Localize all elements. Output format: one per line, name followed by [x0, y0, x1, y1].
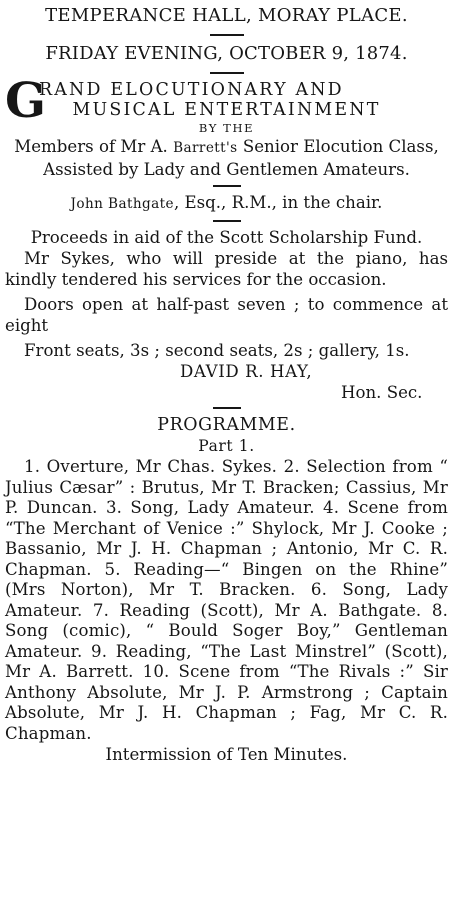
- headline-dropcap: G: [5, 73, 46, 129]
- piano-notice: Mr Sykes, who will preside at the piano, has kindly tendered his services for the occasion.: [5, 249, 448, 289]
- performers-suffix: Senior Elocution Class,: [237, 137, 439, 156]
- secretary-name: DAVID R. HAY,: [180, 362, 313, 381]
- chair-name: John Bathgate: [70, 196, 174, 212]
- intermission-line: Intermission of Ten Minutes.: [105, 745, 348, 764]
- doors-notice: Doors open at half-past seven ; to commence at eight: [5, 295, 448, 335]
- proceeds-line: Proceeds in aid of the Scott Scholarship Fund.: [30, 228, 423, 247]
- divider-rule: [213, 407, 241, 409]
- divider-rule: [210, 34, 244, 36]
- venue-heading: TEMPERANCE HALL, MORAY PLACE.: [45, 5, 408, 26]
- seat-prices: Front seats, 3s ; second seats, 2s ; gallery, 1s.: [24, 341, 410, 360]
- performers-name: Barrett's: [173, 140, 238, 156]
- chair-line: [5, 192, 448, 215]
- byline: BY THE: [198, 121, 255, 135]
- chair-rest: , Esq., R.M., in the chair.: [173, 193, 383, 212]
- programme-items: 1. Overture, Mr Chas. Sykes. 2. Selection from “ Julius Cæsar” : Brutus, Mr T. Bracken; Cassius, Mr P. Duncan. 3. Song, Lady Amateur. 4. Scene from “The Merchant of Venice :” Shylock, Mr J. Cooke ; Bassanio, Mr J. H. Chapman ; Antonio, Mr C. R. Chapman. 5. Reading—“ Bingen on the Rhine” (Mrs Norton), Mr T. Bracken. 6. Song, Lady Amateur. 7. Reading (Scott), Mr A. Bathgate. 8. Song (comic), “ Bould Soger Boy,” Gentleman Amateur. 9. Reading, “The Last Minstrel” (Scott), Mr A. Barrett. 10. Scene from “The Rivals :” Sir Anthony Absolute, Mr J. P. Armstrong ; Captain Absolute, Mr J. H. Chapman ; Fag, Mr C. R. Chapman.: [5, 457, 448, 743]
- divider-rule: [213, 220, 241, 222]
- event-date: FRIDAY EVENING, OCTOBER 9, 1874.: [45, 43, 408, 64]
- headline-line-2: MUSICAL ENTERTAINMENT: [72, 100, 381, 120]
- divider-rule: [210, 72, 244, 74]
- secretary-title: Hon. Sec.: [341, 383, 423, 402]
- headline-line-1: RAND ELOCUTIONARY AND: [39, 80, 344, 100]
- assisted-line: Assisted by Lady and Gentlemen Amateurs.: [43, 160, 410, 179]
- performers-prefix: Members of Mr A.: [14, 137, 174, 156]
- divider-rule: [213, 185, 241, 187]
- performers-line: [5, 136, 448, 159]
- programme-title: PROGRAMME.: [157, 415, 296, 435]
- programme-part: Part 1.: [198, 437, 255, 455]
